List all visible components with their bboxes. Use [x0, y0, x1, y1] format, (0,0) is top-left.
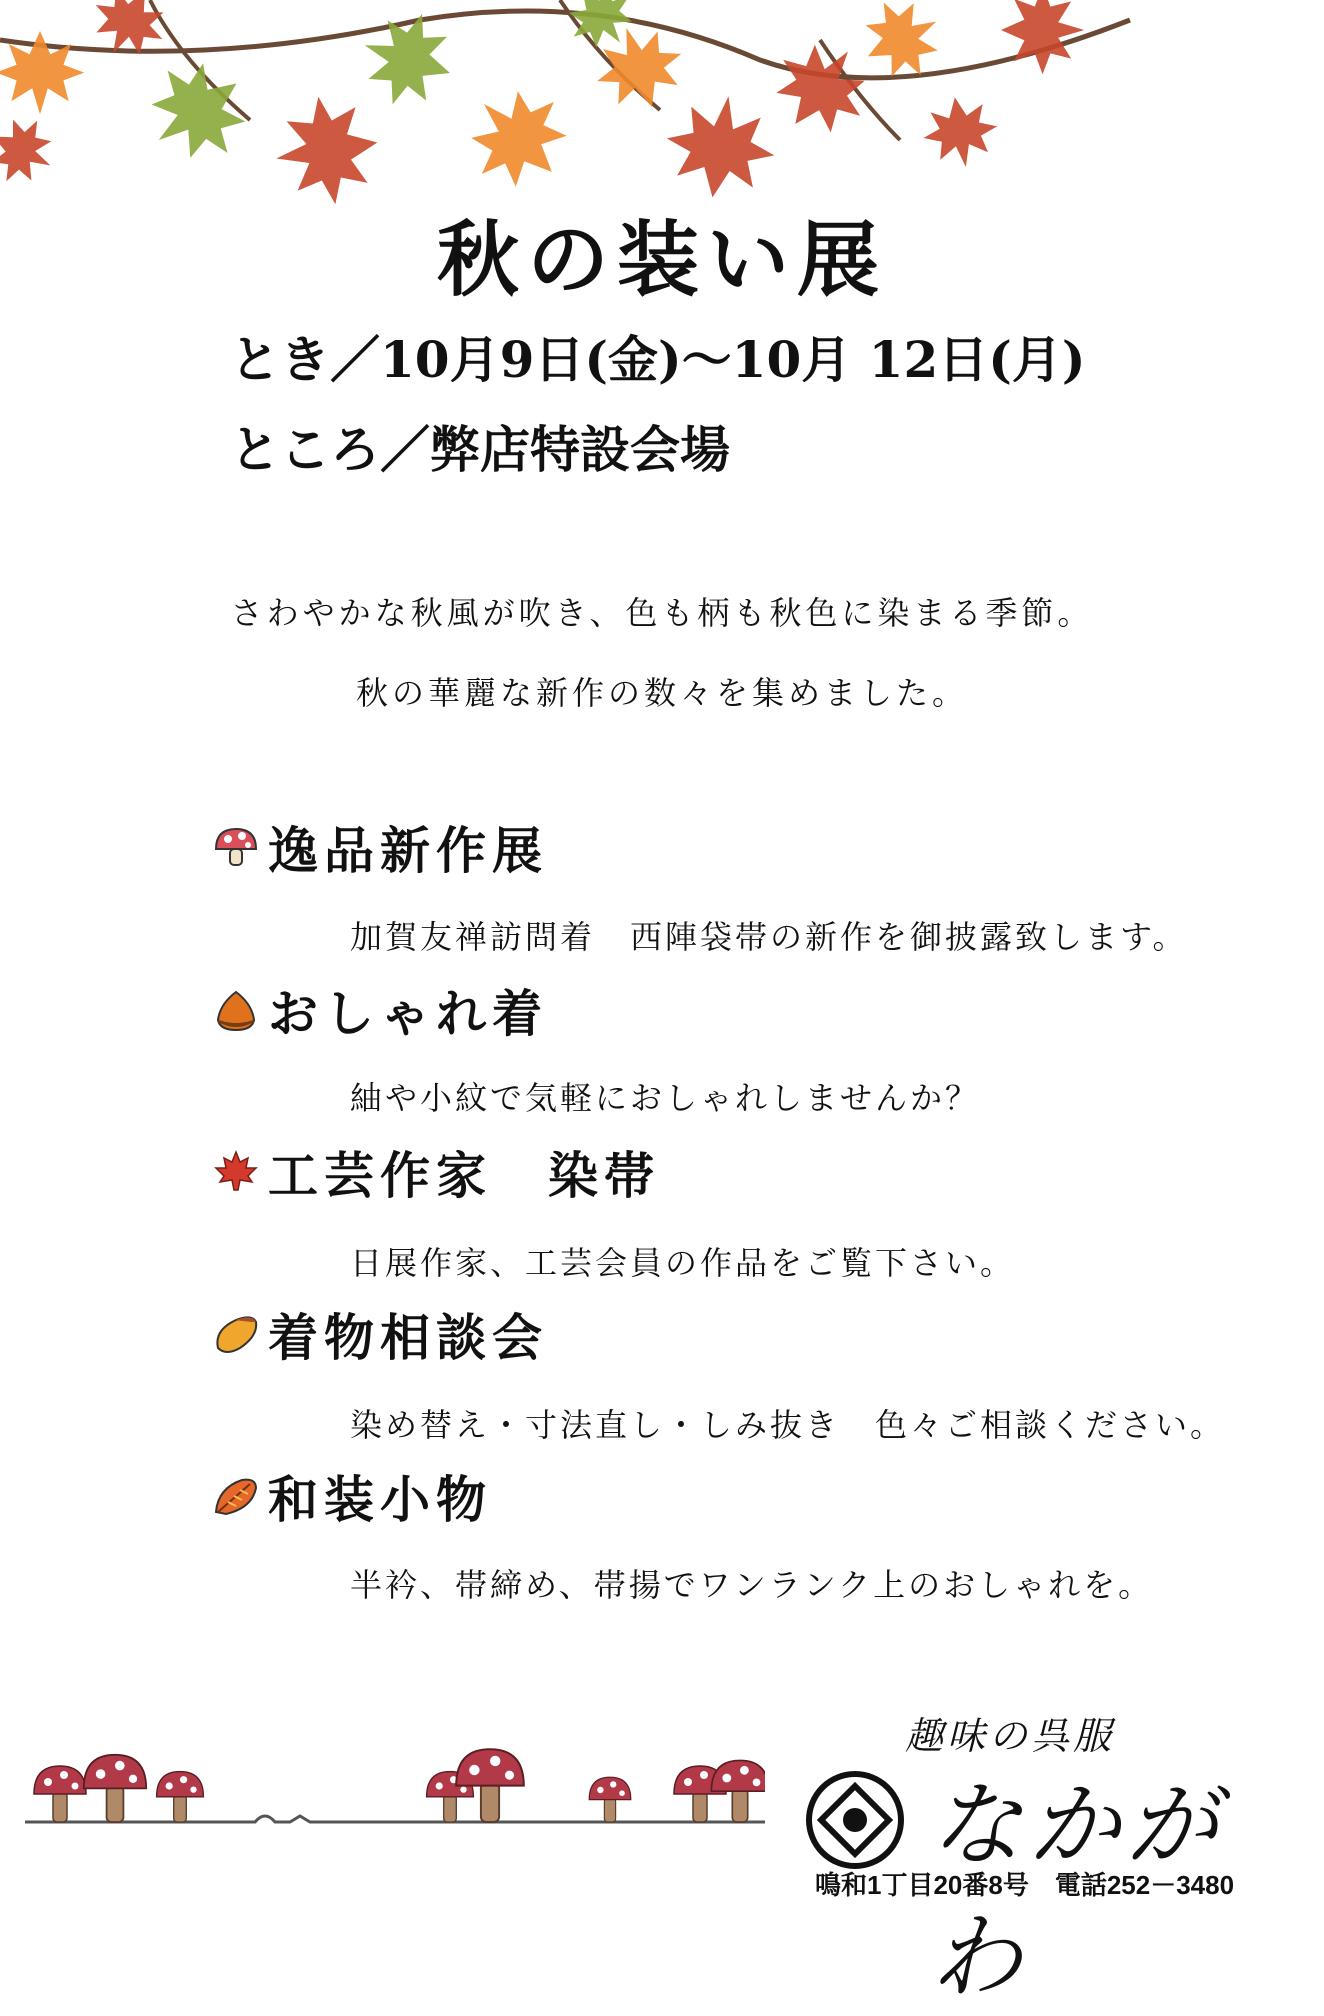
mushroom: [34, 1766, 86, 1822]
fallen-leaf-icon: [212, 1472, 260, 1520]
shop-info: [800, 1700, 1290, 2011]
shop-address: 鳴和1丁目20番8号 電話252－3480: [815, 1870, 1235, 1900]
section-title: 工芸作家 染帯: [268, 1146, 660, 1205]
intro-line-2: 秋の華麗な新作の数々を集めました。: [355, 674, 968, 712]
mushroom: [711, 1760, 765, 1822]
section-title: 和装小物: [268, 1470, 492, 1529]
maple-leaf: [1001, 0, 1084, 74]
mushroom-border-decoration: [20, 1730, 765, 1860]
maple-leaf: [0, 106, 66, 196]
autumn-leaves-decoration: [0, 0, 1324, 220]
intro-line-1: さわやかな秋風が吹き、色も柄も秋色に染まる季節。: [230, 594, 1094, 632]
maple-leaf: [80, 0, 179, 70]
shop-crest-logo: [805, 1770, 905, 1870]
section-title: 逸品新作展: [268, 821, 548, 880]
section-heading-3: [212, 1140, 660, 1204]
section-heading-1: [212, 815, 548, 879]
mushroom: [84, 1755, 146, 1822]
maple-leaf: [129, 42, 267, 181]
page-title: 秋の装い展: [436, 212, 887, 308]
chestnut-icon: [212, 986, 260, 1034]
maple-leaf: [918, 92, 1003, 173]
section-body: 染め替え・寸法直し・しみ抜き 色々ご相談ください。: [350, 1406, 1226, 1444]
section-body: 紬や小紋で気軽におしゃれしませんか？: [350, 1079, 981, 1117]
shop-tagline: 趣味の呉服: [905, 1714, 1116, 1758]
section-body: 半衿、帯締め、帯揚でワンランク上のおしゃれを。: [350, 1566, 1154, 1604]
mushroom: [456, 1749, 524, 1822]
section-body: 加賀友禅訪問着 西陣袋帯の新作を御披露致します。: [350, 918, 1188, 956]
section-title: おしゃれ着: [268, 984, 548, 1043]
maple-leaf: [659, 88, 782, 206]
maple-leaf: [448, 68, 588, 208]
maple-leaf-icon: [212, 1148, 260, 1196]
maple-leaf: [268, 89, 386, 212]
section-heading-2: [212, 978, 548, 1042]
sweet-potato-icon: [212, 1310, 260, 1358]
event-dates: とき／10月9日(金)～10月 12日(月): [230, 330, 1086, 389]
section-body: 日展作家、工芸会員の作品をご覧下さい。: [350, 1244, 1016, 1282]
mushroom: [589, 1777, 631, 1822]
mushroom: [157, 1772, 204, 1822]
section-title: 着物相談会: [268, 1308, 548, 1367]
event-venue: ところ／弊店特設会場: [230, 420, 730, 479]
section-heading-5: [212, 1464, 492, 1528]
shop-name: なかがわ: [930, 1772, 1225, 2011]
section-heading-4: [212, 1302, 548, 1366]
mushroom-icon: [212, 823, 260, 871]
